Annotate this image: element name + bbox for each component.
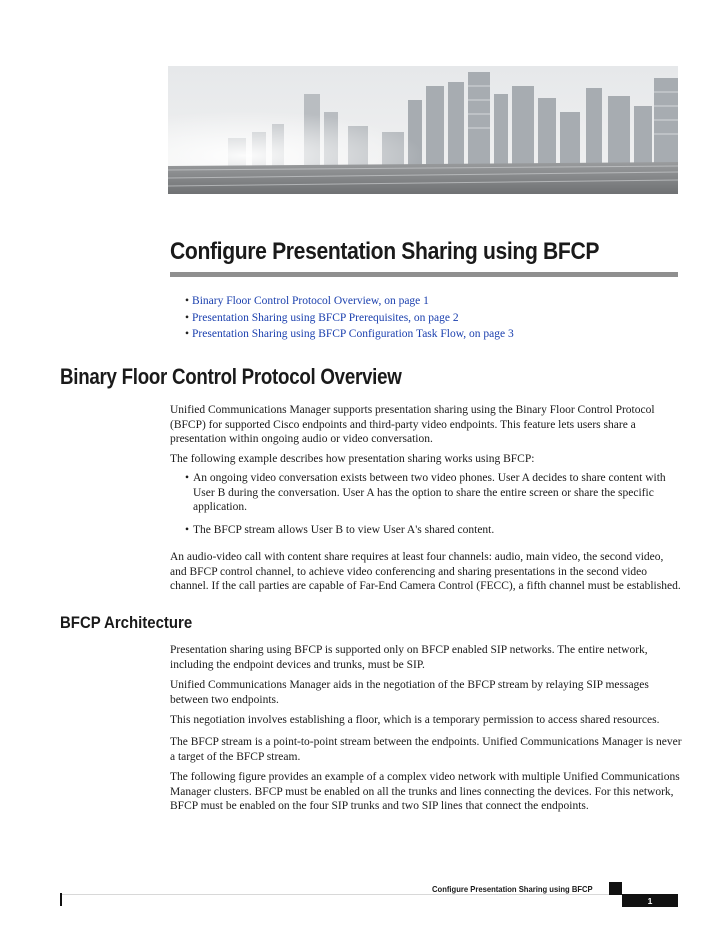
footer-title: Configure Presentation Sharing using BFCP [432, 884, 593, 894]
architecture-paragraph-1: Presentation sharing using BFCP is supported only on BFCP enabled SIP networks. The entire network, including the endpoint devices and trunks, must be SIP. [170, 644, 648, 671]
toc-link-task-flow[interactable]: Presentation Sharing using BFCP Configuration Task Flow, on page 3 [192, 328, 514, 340]
bullet-icon: • [185, 328, 190, 340]
bullet-icon: • [185, 295, 190, 307]
footer-rule [60, 894, 678, 895]
overview-paragraph-1: Unified Communications Manager supports presentation sharing using the Binary Floor Control Protocol (BFCP) for supported Cisco endpoints and third-party video endpoints. This feature lets users share a presentation within ongoing audio or video conversation. [170, 404, 655, 445]
section-heading-bfcp-overview: Binary Floor Control Protocol Overview [60, 364, 402, 389]
architecture-paragraph-4: The BFCP stream is a point-to-point stream between the endpoints. Unified Communications Manager is never a target of the BFCP stream. [170, 736, 682, 763]
city-skyline-banner [168, 66, 678, 194]
toc-item [185, 326, 514, 343]
footer-square [609, 882, 622, 895]
toc-item [185, 310, 514, 327]
footer-left-marker [60, 893, 62, 906]
list-item: • The BFCP stream allows User B to view User A's shared content. [185, 523, 682, 538]
architecture-paragraph-5: The following figure provides an example of a complex video network with multiple Unified Communications Manager clusters. BFCP must be enabled on all the trunks and lines connecting the devices. For this network, BFCP must be enabled on the four SIP trunks and two SIP lines that connect the endpoints. [170, 771, 680, 812]
chapter-toc [185, 293, 514, 343]
bullet-icon: • [185, 311, 190, 324]
overview-bullet-list [185, 471, 682, 537]
architecture-paragraph-3: This negotiation involves establishing a floor, which is a temporary permission to access shared resources. [170, 714, 660, 726]
toc-link-overview[interactable]: Binary Floor Control Protocol Overview, on page 1 [192, 295, 429, 307]
architecture-paragraph-2: Unified Communications Manager aids in the negotiation of the BFCP stream by relaying SIP messages between two endpoints. [170, 679, 649, 706]
list-item: • An ongoing video conversation exists between two video phones. User A decides to share content with User B during the conversation. User A has the option to share the entire screen or share the specific application. [185, 471, 682, 515]
toc-link-prerequisites[interactable]: Presentation Sharing using BFCP Prerequisites, on page 2 [192, 311, 459, 324]
title-rule [170, 272, 678, 277]
page-number: 1 [647, 896, 653, 906]
overview-paragraph-3: An audio-video call with content share requires at least four channels: audio, main video, the second video, and BFCP control channel, to achieve video conferencing and sharing presentations in the second video channel. If the call parties are capable of Far-End Camera Control (FECC), a fifth channel must be established. [170, 551, 681, 592]
section-heading-bfcp-architecture: BFCP Architecture [60, 613, 193, 632]
chapter-title: Configure Presentation Sharing using BFCP [170, 238, 600, 265]
overview-paragraph-2: The following example describes how presentation sharing works using BFCP: [170, 453, 535, 465]
toc-item [185, 293, 514, 310]
